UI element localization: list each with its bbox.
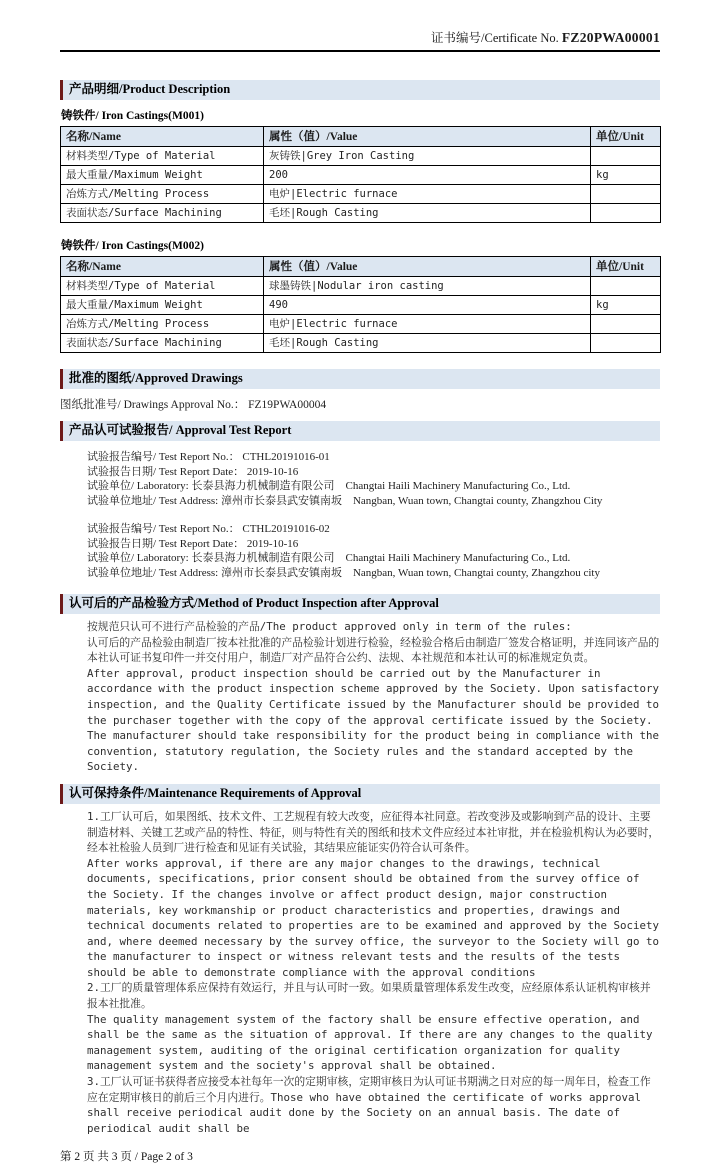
inspection-method-body	[87, 619, 660, 775]
test-report-laboratory: 试验单位/ Laboratory: 长泰县海力机械制造有限公司 Changtai Haili Machinery Manufacturing Co., Ltd.	[87, 480, 571, 492]
inspection-paragraph: 按规范只认可不进行产品检验的产品/The product approved only in term of the rules:	[87, 620, 572, 633]
column-header-unit: 单位/Unit	[591, 127, 661, 147]
inspection-paragraph: After approval, product inspection should be carried out by the Manufacturer in accordance with the product inspection scheme approved by the Society. Upon satisfactory inspection, and the Quality Certificate issued by the Manufacturer should be provided to the purchaser together with the copy of the approval certificate issued by the Society. The manufacturer should take responsibility for the product being in compliance with the convention, statutory regulation, the Society rules and the standard accepted by the Society.	[87, 666, 660, 774]
section-product-description: 产品明细/Product Description	[60, 80, 660, 100]
test-report-block-2	[87, 522, 660, 580]
maintenance-paragraph: 2.工厂的质量管理体系应保持有效运行，并且与认可时一致。如果质量管理体系发生改变，应经原体系认证机构审核并报本社批准。	[87, 981, 651, 1011]
column-header-value: 属性（值）/Value	[264, 257, 591, 277]
column-header-name: 名称/Name	[61, 257, 264, 277]
cell-name: 材料类型/Type of Material	[61, 277, 264, 296]
test-report-date: 试验报告日期/ Test Report Date： 2019-10-16	[87, 465, 299, 478]
cell-name: 冶炼方式/Melting Process	[61, 315, 264, 334]
table-row	[61, 185, 661, 204]
cell-name: 表面状态/Surface Machining	[61, 204, 264, 223]
table-row	[61, 277, 661, 296]
cell-unit	[591, 315, 661, 334]
test-report-block-1	[87, 450, 660, 508]
test-report-date: 试验报告日期/ Test Report Date： 2019-10-16	[87, 537, 299, 550]
cell-value: 200	[264, 166, 591, 185]
table-row	[61, 315, 661, 334]
maintenance-paragraph: The quality management system of the factory shall be ensure effective operation, and shall be the same as the situation of approval. If there are any changes to the quality management system, auditing of the original certification organization for quality management system and the society's approval shall be obtained.	[87, 1012, 653, 1073]
cell-name: 最大重量/Maximum Weight	[61, 166, 264, 185]
maintenance-paragraph: After works approval, if there are any major changes to the drawings, technical documents, specifications, prior consent should be obtained from the survey office of the Society. If the changes involve or affect product design, major construction materials, key workmanship or product characteristics and properties, drawings and technical documents related to properties are to be examined and approved by the Society and, where deemed necessary by the survey office, the surveyor to the Society will go to the manufacturer to inspect or witness relevant tests and the results of the tests should be able to demonstrate compliance with the approval conditions	[87, 856, 660, 979]
inspection-paragraph: 认可后的产品检验由制造厂按本社批准的产品检验计划进行检验，经检验合格后由制造厂签发合格证明，并连同该产品的本社认可证书复印件一并交付用户，制造厂对产品符合公约、法规、本社规范和本社认可的标准规定负责。	[87, 635, 660, 665]
test-report-address: 试验单位地址/ Test Address: 漳州市长泰县武安镇南坂 Nangban, Wuan town, Changtai county, Zhangzhou city	[87, 566, 600, 579]
section-approved-drawings: 批准的图纸/Approved Drawings	[60, 369, 660, 389]
maintenance-paragraph: 1.工厂认可后，如果图纸、技术文件、工艺规程有较大改变，应征得本社同意。若改变涉及或影响到产品的设计、主要制造材料、关键工艺或产品的特性、特征，则与特性有关的图纸和技术文件应经过本社审批，并在检验机构认为必要时，经本社检验人员到厂进行检查和见证有关试验，其结果应能证实仍符合认可条件。	[87, 809, 660, 855]
cell-name: 冶炼方式/Melting Process	[61, 185, 264, 204]
test-report-address: 试验单位地址/ Test Address: 漳州市长泰县武安镇南坂 Nangban, Wuan town, Changtai county, Zhangzhou City	[87, 494, 603, 507]
table-row	[61, 147, 661, 166]
test-report-no: 试验报告编号/ Test Report No.： CTHL20191016-01	[87, 451, 330, 463]
section-inspection-method: 认可后的产品检验方式/Method of Product Inspection after Approval	[60, 594, 660, 614]
cell-unit	[591, 277, 661, 296]
maintenance-body	[87, 809, 660, 1136]
cell-value: 490	[264, 296, 591, 315]
cell-value: 毛坯|Rough Casting	[264, 334, 591, 353]
table-row	[61, 166, 661, 185]
cell-name: 材料类型/Type of Material	[61, 147, 264, 166]
table-row	[61, 334, 661, 353]
column-header-value: 属性（值）/Value	[264, 127, 591, 147]
cell-value: 电炉|Electric furnace	[264, 315, 591, 334]
section-maintenance-requirements: 认可保持条件/Maintenance Requirements of Approval	[60, 784, 660, 804]
cell-unit	[591, 334, 661, 353]
cell-value: 球墨铸铁|Nodular iron casting	[264, 277, 591, 296]
table-row	[61, 296, 661, 315]
cell-name: 表面状态/Surface Machining	[61, 334, 264, 353]
certificate-header	[60, 30, 660, 46]
maintenance-paragraph: 3.工厂认可证书获得者应接受本社每年一次的定期审核，定期审核日为认可证书期满之日对应的每一周年日，检查工作应在定期审核日的前后三个月内进行。Those who have obtained the certificate of works approval shall receive periodical audit done by the Society on an annual basis. The date of periodical audit shall be	[87, 1075, 651, 1135]
iron-castings-m001-table	[60, 126, 661, 223]
section-approval-test-report: 产品认可试验报告/ Approval Test Report	[60, 421, 660, 441]
cell-value: 毛坯|Rough Casting	[264, 204, 591, 223]
table-header-row	[61, 257, 661, 277]
cell-unit	[591, 185, 661, 204]
certificate-number-value: FZ20PWA00001	[561, 30, 660, 45]
test-report-no: 试验报告编号/ Test Report No.： CTHL20191016-02	[87, 523, 330, 535]
cell-value: 电炉|Electric furnace	[264, 185, 591, 204]
page-number: 第 2 页 共 3 页 / Page 2 of 3	[60, 1151, 193, 1164]
drawings-approval-number: 图纸批准号/ Drawings Approval No.： FZ19PWA00004	[60, 399, 327, 411]
cell-unit: kg	[591, 166, 661, 185]
cell-unit	[591, 147, 661, 166]
table-caption-m001: 铸铁件/ Iron Castings(M001)	[61, 110, 204, 122]
cell-unit	[591, 204, 661, 223]
table-caption-m002: 铸铁件/ Iron Castings(M002)	[61, 240, 204, 252]
cell-unit: kg	[591, 296, 661, 315]
column-header-name: 名称/Name	[61, 127, 264, 147]
table-row	[61, 204, 661, 223]
column-header-unit: 单位/Unit	[591, 257, 661, 277]
test-report-laboratory: 试验单位/ Laboratory: 长泰县海力机械制造有限公司 Changtai Haili Machinery Manufacturing Co., Ltd.	[87, 552, 571, 564]
table-header-row	[61, 127, 661, 147]
cell-value: 灰铸铁|Grey Iron Casting	[264, 147, 591, 166]
certificate-number-label: 证书编号/Certificate No.	[431, 31, 559, 45]
iron-castings-m002-table	[60, 256, 661, 353]
cell-name: 最大重量/Maximum Weight	[61, 296, 264, 315]
header-rule	[60, 50, 660, 52]
